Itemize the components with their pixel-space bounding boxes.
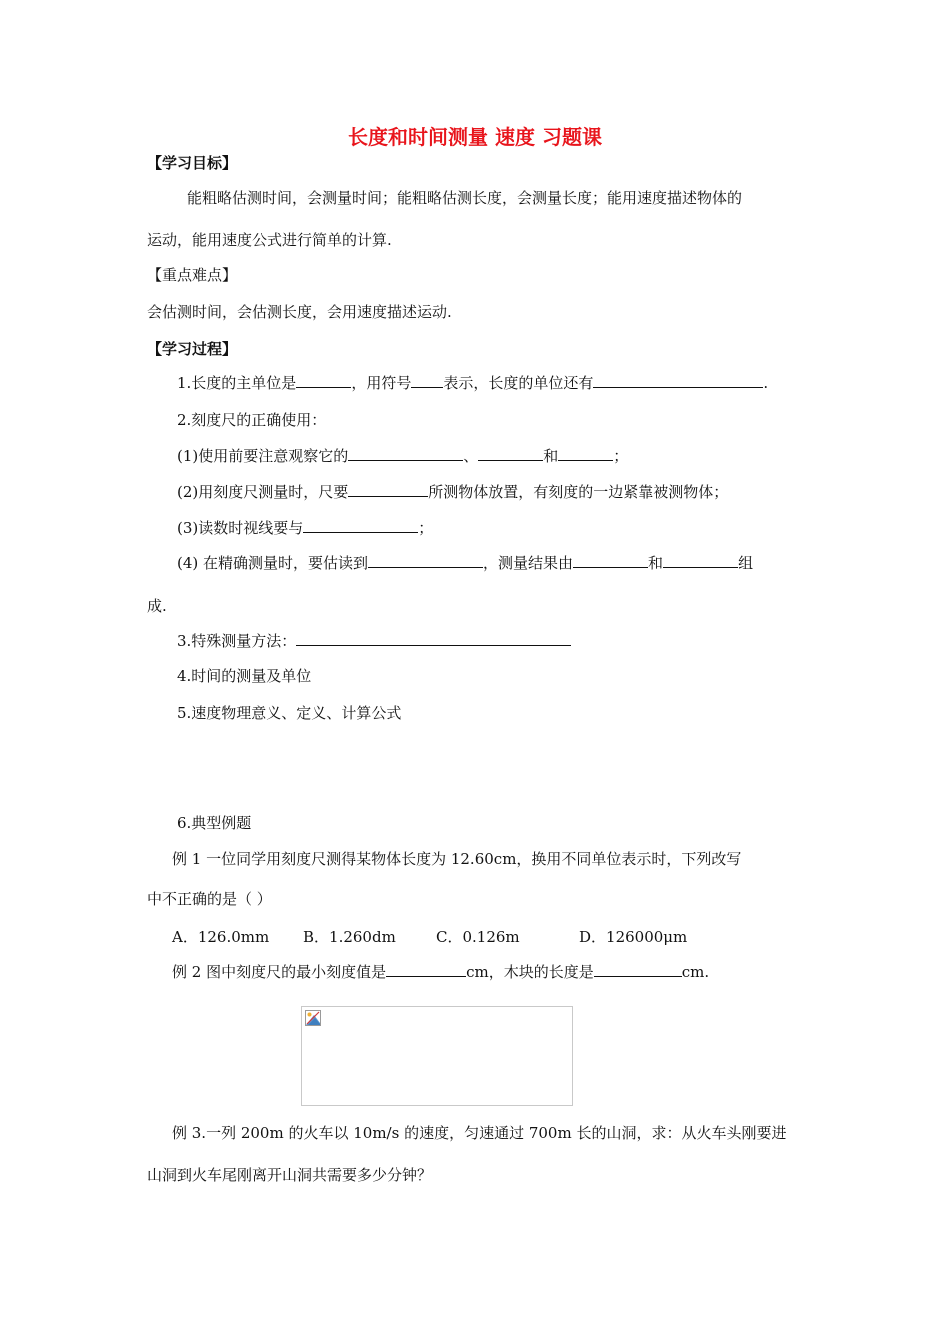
process-heading: 【学习过程】 xyxy=(147,340,238,358)
ex2-text-a: 例 2 图中刻度尺的最小刻度值是 xyxy=(172,963,387,981)
question-2-3 xyxy=(177,518,433,538)
question-3 xyxy=(177,631,571,651)
question-2-1 xyxy=(177,446,628,466)
q2-2-text-a: (2)用刻度尺测量时，尺要 xyxy=(177,483,349,501)
key-text: 会估测时间，会估测长度，会用速度描述运动. xyxy=(147,303,452,321)
answer-blank xyxy=(348,482,428,497)
answer-blank xyxy=(386,962,466,977)
example-1-line-1: 例 1 一位同学用刻度尺测得某物体长度为 12.60cm，换用不同单位表示时，下列改写 xyxy=(172,850,742,868)
answer-blank xyxy=(478,446,543,461)
example-1-line-2: 中不正确的是（ ） xyxy=(147,890,272,908)
q2-1-text-b: 、 xyxy=(463,447,479,465)
example-2 xyxy=(172,962,709,982)
answer-blank xyxy=(348,446,463,461)
example-3-line-2: 山洞到火车尾刚离开山洞共需要多少分钟？ xyxy=(147,1166,433,1184)
goal-text-line-2: 运动，能用速度公式进行简单的计算. xyxy=(147,231,392,249)
key-heading: 【重点难点】 xyxy=(147,266,238,284)
q2-4-text-a: (4) 在精确测量时，要估读到 xyxy=(177,554,369,572)
answer-blank xyxy=(573,553,648,568)
question-2-4 xyxy=(177,553,753,573)
answer-blank xyxy=(663,553,738,568)
example-1-option-b: B．1.260dm xyxy=(303,928,396,946)
q2-1-text-a: (1)使用前要注意观察它的 xyxy=(177,447,349,465)
question-2-2 xyxy=(177,482,728,502)
q1-text-d: . xyxy=(763,374,769,392)
q2-1-text-c: 和 xyxy=(543,447,559,465)
example-3-line-1: 例 3.一列 200m 的火车以 10m/s 的速度，匀速通过 700m 长的山洞，求：从火车头刚要进 xyxy=(172,1124,787,1142)
example-1-option-d: D．126000μm xyxy=(579,928,688,946)
ex2-text-b: cm，木块的长度是 xyxy=(466,963,594,981)
question-5: 5.速度物理意义、定义、计算公式 xyxy=(177,704,402,722)
q2-3-text-a: (3)读数时视线要与 xyxy=(177,519,304,537)
question-4: 4.时间的测量及单位 xyxy=(177,667,312,685)
example-1-option-a: A．126.0mm xyxy=(172,928,270,946)
answer-blank xyxy=(368,553,483,568)
q2-4-text-c: 和 xyxy=(648,554,664,572)
answer-blank xyxy=(593,373,763,388)
q2-1-text-d: ； xyxy=(613,447,629,465)
question-1 xyxy=(177,373,768,393)
question-2-4-cont: 成. xyxy=(147,597,167,615)
ruler-figure-placeholder xyxy=(301,1006,573,1106)
q2-4-text-d: 组 xyxy=(738,554,754,572)
goal-heading: 【学习目标】 xyxy=(147,154,238,172)
ex2-text-c: cm. xyxy=(681,963,710,981)
example-1-option-c: C．0.126m xyxy=(436,928,520,946)
answer-blank xyxy=(296,631,571,646)
q2-3-text-b: ； xyxy=(418,519,434,537)
broken-image-icon xyxy=(305,1010,321,1026)
answer-blank xyxy=(296,373,351,388)
q1-text-b: ，用符号 xyxy=(351,374,412,392)
answer-blank xyxy=(594,962,682,977)
q2-4-text-b: ，测量结果由 xyxy=(483,554,574,572)
answer-blank xyxy=(303,518,418,533)
q2-2-text-b: 所测物体放置，有刻度的一边紧靠被测物体； xyxy=(428,483,729,501)
goal-text-line-1: 能粗略估测时间，会测量时间；能粗略估测长度，会测量长度；能用速度描述物体的 xyxy=(187,189,743,207)
q1-text-c: 表示，长度的单位还有 xyxy=(443,374,594,392)
document-title: 长度和时间测量 速度 习题课 xyxy=(348,125,602,149)
q1-text-a: 1.长度的主单位是 xyxy=(177,374,297,392)
answer-blank xyxy=(558,446,613,461)
answer-blank xyxy=(411,373,443,388)
q3-text: 3.特殊测量方法： xyxy=(177,632,297,650)
question-2: 2.刻度尺的正确使用： xyxy=(177,411,327,429)
question-6: 6.典型例题 xyxy=(177,814,252,832)
